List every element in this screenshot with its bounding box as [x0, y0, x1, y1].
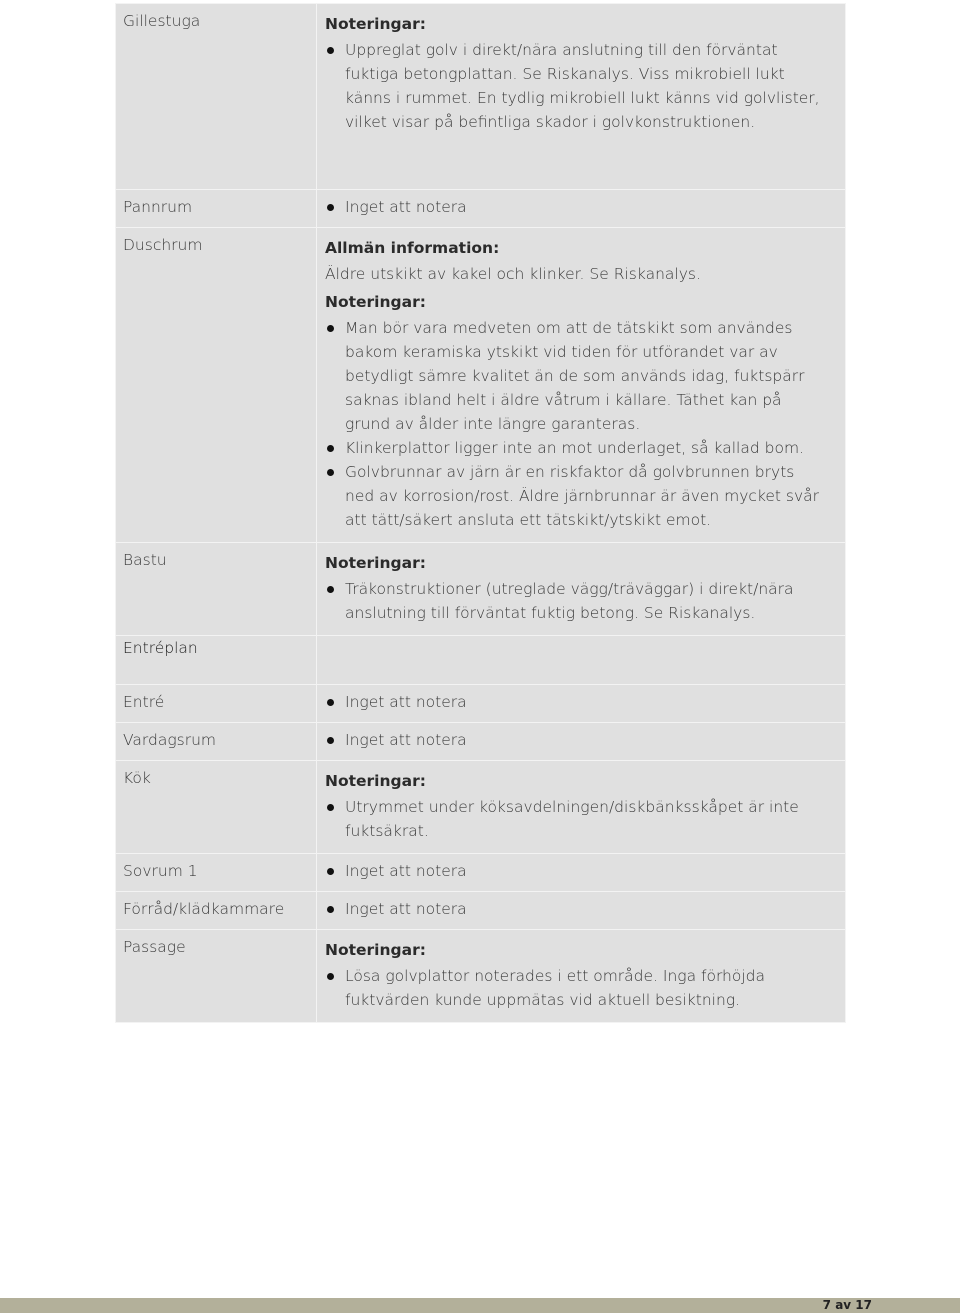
room-row-bastu [116, 543, 846, 636]
note-bullet: Träkonstruktioner (utreglade vägg/träväggar) i direkt/nära anslutning till förväntat fuktig betong. Se Riskanalys. [325, 577, 827, 625]
room-cell [116, 543, 317, 636]
notes-heading: Noteringar: [325, 293, 426, 311]
room-row-sovrum-1 [116, 854, 846, 892]
notes-list [325, 316, 827, 532]
note-bullet: Inget att notera [325, 728, 827, 752]
notes-heading: Noteringar: [325, 941, 426, 959]
room-name: Duschrum [123, 236, 203, 254]
room-cell [116, 228, 317, 543]
note-bullet: Klinkerplattor ligger inte an mot underlaget, så kallad bom. [325, 436, 827, 460]
notes-list [325, 690, 827, 714]
section-fill-cell [317, 636, 846, 685]
notes-heading: Noteringar: [325, 772, 426, 790]
notes-list [325, 859, 827, 883]
notes-cell [317, 723, 846, 761]
section-row-entreplan [116, 636, 846, 685]
info-heading: Allmän information: [325, 239, 500, 257]
section-heading: Entréplan [123, 639, 198, 657]
section-heading-cell [116, 636, 317, 685]
notes-list [325, 728, 827, 752]
room-name: Förråd/klädkammare [123, 900, 285, 918]
room-name: Sovrum 1 [123, 862, 198, 880]
room-name: Passage [123, 938, 186, 956]
room-row-vardagsrum [116, 723, 846, 761]
room-name: Pannrum [123, 198, 193, 216]
room-name: Gillestuga [123, 12, 201, 30]
room-cell [116, 892, 317, 930]
room-cell [116, 761, 317, 854]
room-row-forrad [116, 892, 846, 930]
room-row-entre [116, 685, 846, 723]
page-number: 7 av 17 [822, 1298, 872, 1312]
note-bullet: Man bör vara medveten om att de tätskikt som användes bakom keramiska ytskikt vid tiden för utförandet var av betydligt sämre kvalitet än de som används idag, fuktspärr saknas ibland helt i äldre våtrum i källare. Täthet kan på grund av ålder inte längre garanteras. [325, 316, 827, 436]
notes-cell [317, 228, 846, 543]
room-name: Entré [123, 693, 165, 711]
room-cell [116, 4, 317, 190]
notes-cell [317, 930, 846, 1023]
notes-cell [317, 543, 846, 636]
notes-cell [317, 685, 846, 723]
notes-cell [317, 190, 846, 228]
info-text: Äldre utskikt av kakel och klinker. Se Riskanalys. [325, 265, 701, 283]
note-bullet: Lösa golvplattor noterades i ett område. Inga förhöjda fuktvärden kunde uppmätas vid aktuell besiktning. [325, 964, 827, 1012]
notes-heading: Noteringar: [325, 15, 426, 33]
room-name: Kök [123, 769, 151, 787]
note-bullet: Golvbrunnar av järn är en riskfaktor då golvbrunnen bryts ned av korrosion/rost. Äldre järnbrunnar är även mycket svår att tätt/säkert ansluta ett tätskikt/ytskikt emot. [325, 460, 827, 532]
notes-list [325, 577, 827, 625]
room-row-pannrum [116, 190, 846, 228]
notes-list [325, 964, 827, 1012]
note-bullet: Inget att notera [325, 859, 827, 883]
note-bullet: Utrymmet under köksavdelningen/diskbänksskåpet är inte fuktsäkrat. [325, 795, 827, 843]
room-cell [116, 723, 317, 761]
notes-cell [317, 761, 846, 854]
room-name: Bastu [123, 551, 167, 569]
room-cell [116, 854, 317, 892]
notes-list [325, 38, 827, 134]
notes-list [325, 795, 827, 843]
notes-list [325, 195, 827, 219]
room-row-duschrum [116, 228, 846, 543]
room-row-passage [116, 930, 846, 1023]
notes-heading: Noteringar: [325, 554, 426, 572]
inspection-table [115, 3, 846, 1023]
notes-cell [317, 4, 846, 190]
note-bullet: Inget att notera [325, 897, 827, 921]
notes-cell [317, 892, 846, 930]
notes-cell [317, 854, 846, 892]
note-bullet: Uppreglat golv i direkt/nära anslutning till den förväntat fuktiga betongplattan. Se Riskanalys. Viss mikrobiell lukt känns i rummet. En tydlig mikrobiell lukt känns vid golvlister, vilket visar på befintliga skador i golvkonstruktionen. [325, 38, 827, 134]
note-bullet: Inget att notera [325, 195, 827, 219]
footer-bar [0, 1298, 960, 1313]
room-row-gillestuga [116, 4, 846, 190]
note-bullet: Inget att notera [325, 690, 827, 714]
room-cell [116, 685, 317, 723]
room-cell [116, 190, 317, 228]
notes-list [325, 897, 827, 921]
room-row-kok [116, 761, 846, 854]
room-name: Vardagsrum [123, 731, 217, 749]
room-cell [116, 930, 317, 1023]
